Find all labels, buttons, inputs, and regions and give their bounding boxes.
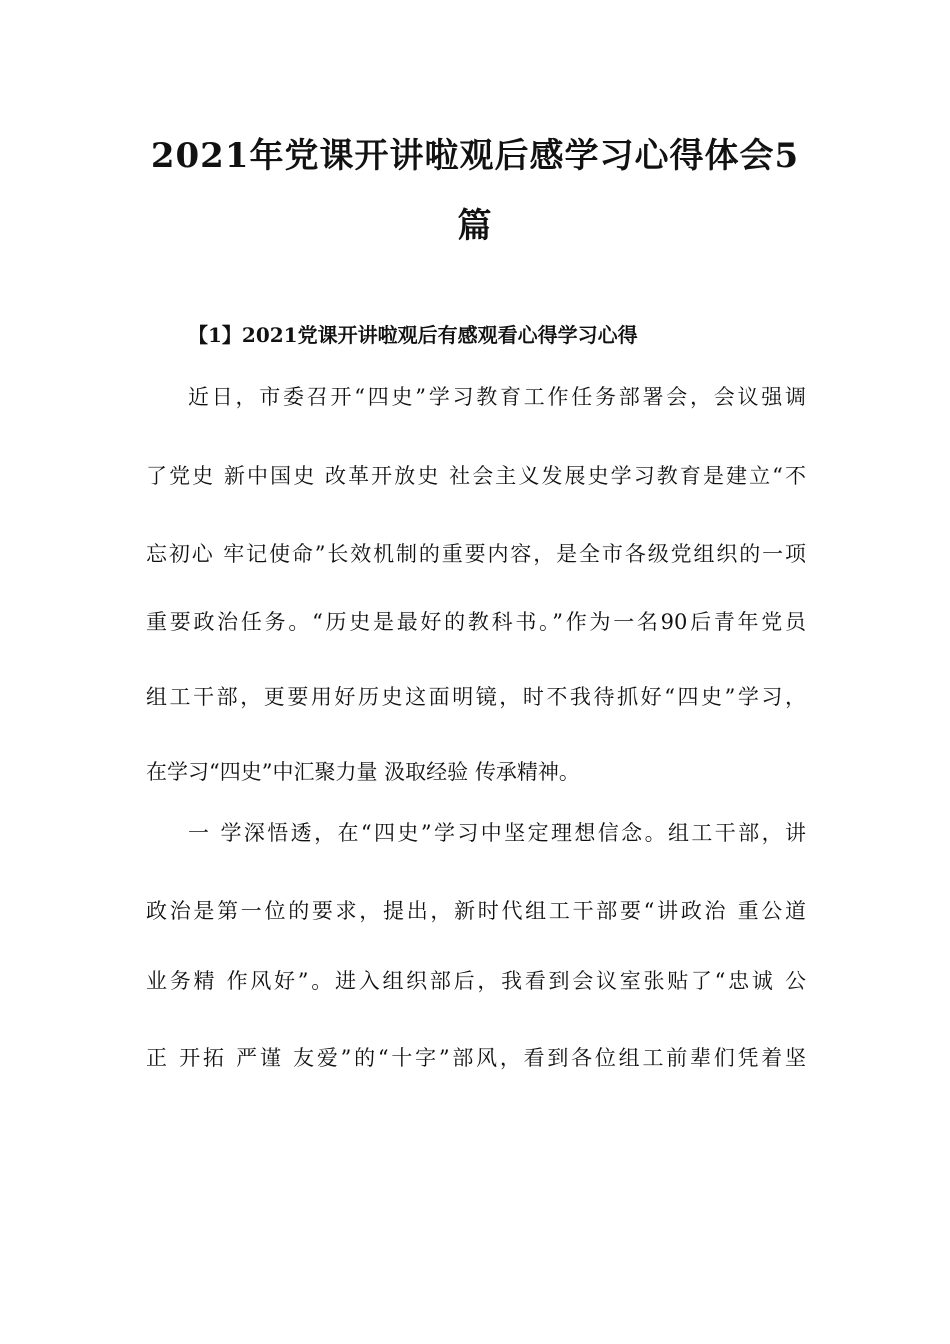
section-heading: 【1】2021党课开讲啦观后有感观看心得学习心得 (188, 323, 638, 347)
paragraph-line: 政治是第一位的要求，提出，新时代组工干部要“讲政治 重公道 (146, 899, 806, 923)
paragraph-line: 忘初心 牢记使命”长效机制的重要内容，是全市各级党组织的一项 (146, 542, 806, 566)
paragraph-line: 业务精 作风好”。进入组织部后，我看到会议室张贴了“忠诚 公 (146, 969, 806, 993)
paragraph-line: 了党史 新中国史 改革开放史 社会主义发展史学习教育是建立“不 (146, 464, 806, 488)
paragraph-line: 在学习“四史”中汇聚力量 汲取经验 传承精神。 (146, 760, 580, 784)
document-title-line-1: 2021年党课开讲啦观后感学习心得体会5 (150, 136, 800, 176)
paragraph-line: 近日，市委召开“四史”学习教育工作任务部署会，会议强调 (188, 385, 806, 409)
paragraph-line: 正 开拓 严谨 友爱”的“十字”部风，看到各位组工前辈们凭着坚 (146, 1046, 806, 1070)
paragraph-line: 一 学深悟透，在“四史”学习中坚定理想信念。组工干部，讲 (188, 821, 806, 845)
document-title-line-2: 篇 (457, 206, 493, 246)
paragraph-line: 重要政治任务。“历史是最好的教科书。”作为一名90后青年党员 (146, 610, 806, 634)
paragraph-line: 组工干部，更要用好历史这面明镜，时不我待抓好“四史”学习， (146, 685, 806, 709)
